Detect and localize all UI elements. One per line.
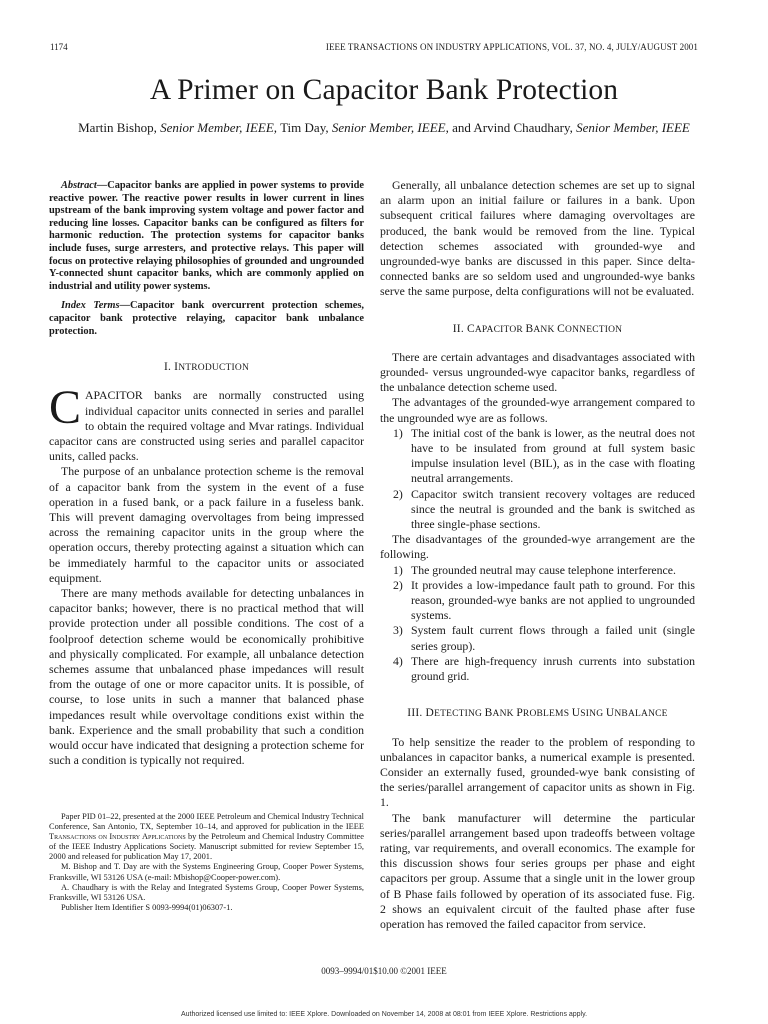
footnote-text: Paper PID 01–22, presented at the 2000 IEEE Petroleum and Chemical Industry Technical Conference, San Antonio, TX, September 10–14, and approved for publication in the IEEE <box>49 812 364 832</box>
list-item <box>380 654 695 684</box>
drop-cap-continuation: APACITOR <box>85 388 143 403</box>
paper-title: A Primer on Capacitor Bank Protection <box>149 74 619 106</box>
heading-initial: I <box>174 361 179 374</box>
list-number: 3) <box>393 623 403 638</box>
list-item <box>380 487 695 533</box>
heading-rest: ONNECTION <box>565 324 623 335</box>
connection-paragraph-2: The advantages of the grounded-wye arrangement compared to the ungrounded wye are as follows. <box>380 395 695 425</box>
heading-rest: APACITOR <box>474 324 526 335</box>
detecting-paragraph-1: To help sensitize the reader to the problem of responding to unbalances in capacitor banks, a numerical example is presented. Consider an externally fused, grounded-wye bank consisting of the series/parallel arrangement of capacitor units as shown in Fig. 1. <box>380 734 695 810</box>
heading-rest: ETECTING <box>434 709 485 720</box>
right-column <box>380 178 695 932</box>
first-page-footnote <box>49 812 364 913</box>
heading-rest: SING <box>580 709 606 720</box>
abstract-dash: — <box>96 180 108 191</box>
heading-rest: NBALANCE <box>614 709 668 720</box>
list-item-text: The initial cost of the bank is lower, as the neutral does not have to be insulated from ground at full system basic impulse insulation level (BIL), as in the case with floating neutral arrangements. <box>411 425 695 486</box>
advantages-list <box>380 426 695 532</box>
intro-paragraph-1 <box>49 381 364 464</box>
section-heading-introduction <box>49 360 364 376</box>
footnote-paragraph: M. Bishop and T. Day are with the Systems Engineering Group, Cooper Power Systems, Franksville, WI 53126 USA (e-mail: Mbishop@Cooper-power.com). <box>49 862 364 882</box>
right-intro-paragraph: Generally, all unbalance detection schemes are set up to signal an alarm upon an initial failure or failures in a bank. Upon subsequent critical failures where damaging overvoltages are produced, the bank would be removed from the line. Typical detection schemes associated with grounded-wye and ungrounded-wye banks are discussed in this paper. Since delta-connected banks are so seldom used and ungrounded-wye banks serve the same purpose, delta configurations will not be evaluated. <box>380 178 695 299</box>
index-terms-text: Capacitor bank overcurrent protection schemes, capacitor bank protective relaying, capacitor bank unbalance protection. <box>49 300 364 337</box>
disadvantages-list <box>380 563 695 685</box>
footnote-paragraph: A. Chaudhary is with the Relay and Integrated Systems Group, Cooper Power Systems, Franksville, WI 53126 USA. <box>49 882 364 902</box>
abstract-label: Abstract <box>61 180 97 191</box>
list-number: 2) <box>393 486 403 501</box>
heading-rest: ANK <box>492 709 517 720</box>
heading-rest: ANK <box>533 324 558 335</box>
connection-paragraph-1: There are certain advantages and disadvantages associated with grounded- versus ungrounded-wye capacitor banks, regardless of the unbalance detection scheme used. <box>380 349 695 395</box>
heading-rest: NTRODUCTION <box>178 363 250 374</box>
abstract-text: Capacitor banks are applied in power systems to provide reactive power. The reactive power results in lower current in lines upstream of the bank improving system voltage and power factor and reducing line losses. Capacitor banks can be configured as filters for harmonic reduction. The protection systems for capacitor banks include fuses, surge arresters, and protective relays. This paper will focus on protective relaying philosophies of grounded and ungrounded Y-connected shunt capacitor banks, which are commonly applied on industrial and utility power systems. <box>49 180 364 292</box>
list-item-text: System fault current flows through a failed unit (single series group). <box>411 623 695 653</box>
author-line <box>0 120 768 136</box>
heading-initial: D <box>425 707 435 720</box>
intro-paragraph-2: The purpose of an unbalance protection scheme is the removal of a capacitor bank from the system in the event of a fuse operation in a fused bank, or a pack failure in a fuseless bank. This will prevent damaging overvoltages from being impressed across the remaining capacitor units in the group where the operation occurs, thereby protecting against a situation which can be immediately harmful to the capacitor units or associated equipment. <box>49 464 364 585</box>
list-item <box>380 623 695 653</box>
left-column <box>49 180 364 768</box>
list-item <box>380 578 695 624</box>
connection-paragraph-3: The disadvantages of the grounded-wye arrangement are the following. <box>380 532 695 562</box>
author-name: Martin Bishop, <box>78 120 157 135</box>
section-heading-detecting-bank-problems <box>380 706 695 722</box>
section-numeral: III. <box>407 707 426 720</box>
drop-cap: C <box>49 381 82 435</box>
author-name: Tim Day, <box>280 120 329 135</box>
footnote-paragraph: Publisher Item Identifier S 0093-9994(01)06307-1. <box>61 902 233 912</box>
author-affiliation: Senior Member, IEEE <box>576 120 690 135</box>
author-affiliation: Senior Member, IEEE, <box>331 120 449 135</box>
list-number: 2) <box>393 577 403 592</box>
license-notice: Authorized licensed use limited to: IEEE Xplore. Downloaded on November 14, 2008 at 08:01 from IEEE Xplore. Restrictions apply. <box>180 1011 588 1018</box>
section-numeral: II. <box>452 322 467 335</box>
copyright-line: 0093–9994/01$10.00 ©2001 IEEE <box>321 966 447 976</box>
index-terms-label: Index Terms <box>61 300 120 312</box>
detecting-paragraph-2: The bank manufacturer will determine the particular series/parallel arrangement based upon tradeoffs between voltage rating, var requirements, and overall economics. The example for this discussion shows four series groups per phase and eight capacitors per group. Assume that a single unit in the lower group of B Phase fails followed by operation of its associated fuse. Fig. 2 shows an equivalent circuit of the faulted phase after fuse operation has removed the failed capacitor from service. <box>380 810 695 931</box>
heading-initial: U <box>605 707 615 720</box>
heading-initial: C <box>557 322 566 335</box>
paragraph-text: banks are normally constructed using individual capacitor units connected in series and parallel to obtain the required voltage and Mvar ratings. Individual capacitor cans are constructed using series and parallel capacitor units, called packs. <box>49 388 364 464</box>
section-heading-capacitor-bank-connection <box>380 322 695 338</box>
list-number: 1) <box>393 425 403 440</box>
abstract <box>49 180 364 293</box>
list-item-text: There are high-frequency inrush currents into substation ground grid. <box>411 653 695 684</box>
heading-initial: C <box>466 322 475 335</box>
index-terms <box>49 300 364 338</box>
author-affiliation: Senior Member, IEEE, <box>160 120 278 135</box>
intro-paragraph-3: There are many methods available for detecting unbalances in capacitor banks; however, there is no practical method that will provide protection under all possible conditions. The cost of a foolproof detection scheme would be economically prohibitive and physically complicated. For example, all unbalance detection schemes assume that unbalanced phase impedances will result from the outage of one or more capacitor units. It is possible, of course, to lose units in such a manner that balanced phase impedances result while overvoltage conditions exist within the bank. Experience and the small probability that such a condition would occur have indicated that designing a protection scheme for such a condition is typically not required. <box>49 585 364 768</box>
footnote-paragraph <box>49 812 364 862</box>
list-item-text: It provides a low-impedance fault path to ground. For this reason, grounded-wye banks are not applied to ungrounded systems. <box>411 577 695 623</box>
section-numeral: I. <box>163 361 175 374</box>
footnote-text: by the Petroleum and Chemical Industry Committee of the IEEE Industry Applications Society. Manuscript submitted for review September 15, 2000 and released for publication May 17, 2001. <box>49 832 364 862</box>
heading-initial: U <box>571 707 581 720</box>
heading-initial: B <box>484 707 493 720</box>
footnote-journal-name: Transactions on Industry Applications <box>49 832 186 842</box>
author-name: and Arvind Chaudhary, <box>452 120 573 135</box>
running-header: IEEE TRANSACTIONS ON INDUSTRY APPLICATIONS, VOL. 37, NO. 4, JULY/AUGUST 2001 <box>325 42 698 52</box>
heading-rest: ROBLEMS <box>522 709 572 720</box>
list-item-text: The grounded neutral may cause telephone interference. <box>411 562 676 577</box>
list-item-text: Capacitor switch transient recovery voltages are reduced since the neutral is grounded and the bank is switched as three single-phase sections. <box>411 486 695 532</box>
list-number: 4) <box>393 653 403 668</box>
list-item <box>380 563 695 578</box>
index-terms-dash: — <box>119 300 130 312</box>
page-number: 1174 <box>50 42 68 52</box>
list-number: 1) <box>393 562 403 577</box>
list-item <box>380 426 695 487</box>
heading-initial: B <box>525 322 534 335</box>
heading-initial: P <box>516 707 523 720</box>
